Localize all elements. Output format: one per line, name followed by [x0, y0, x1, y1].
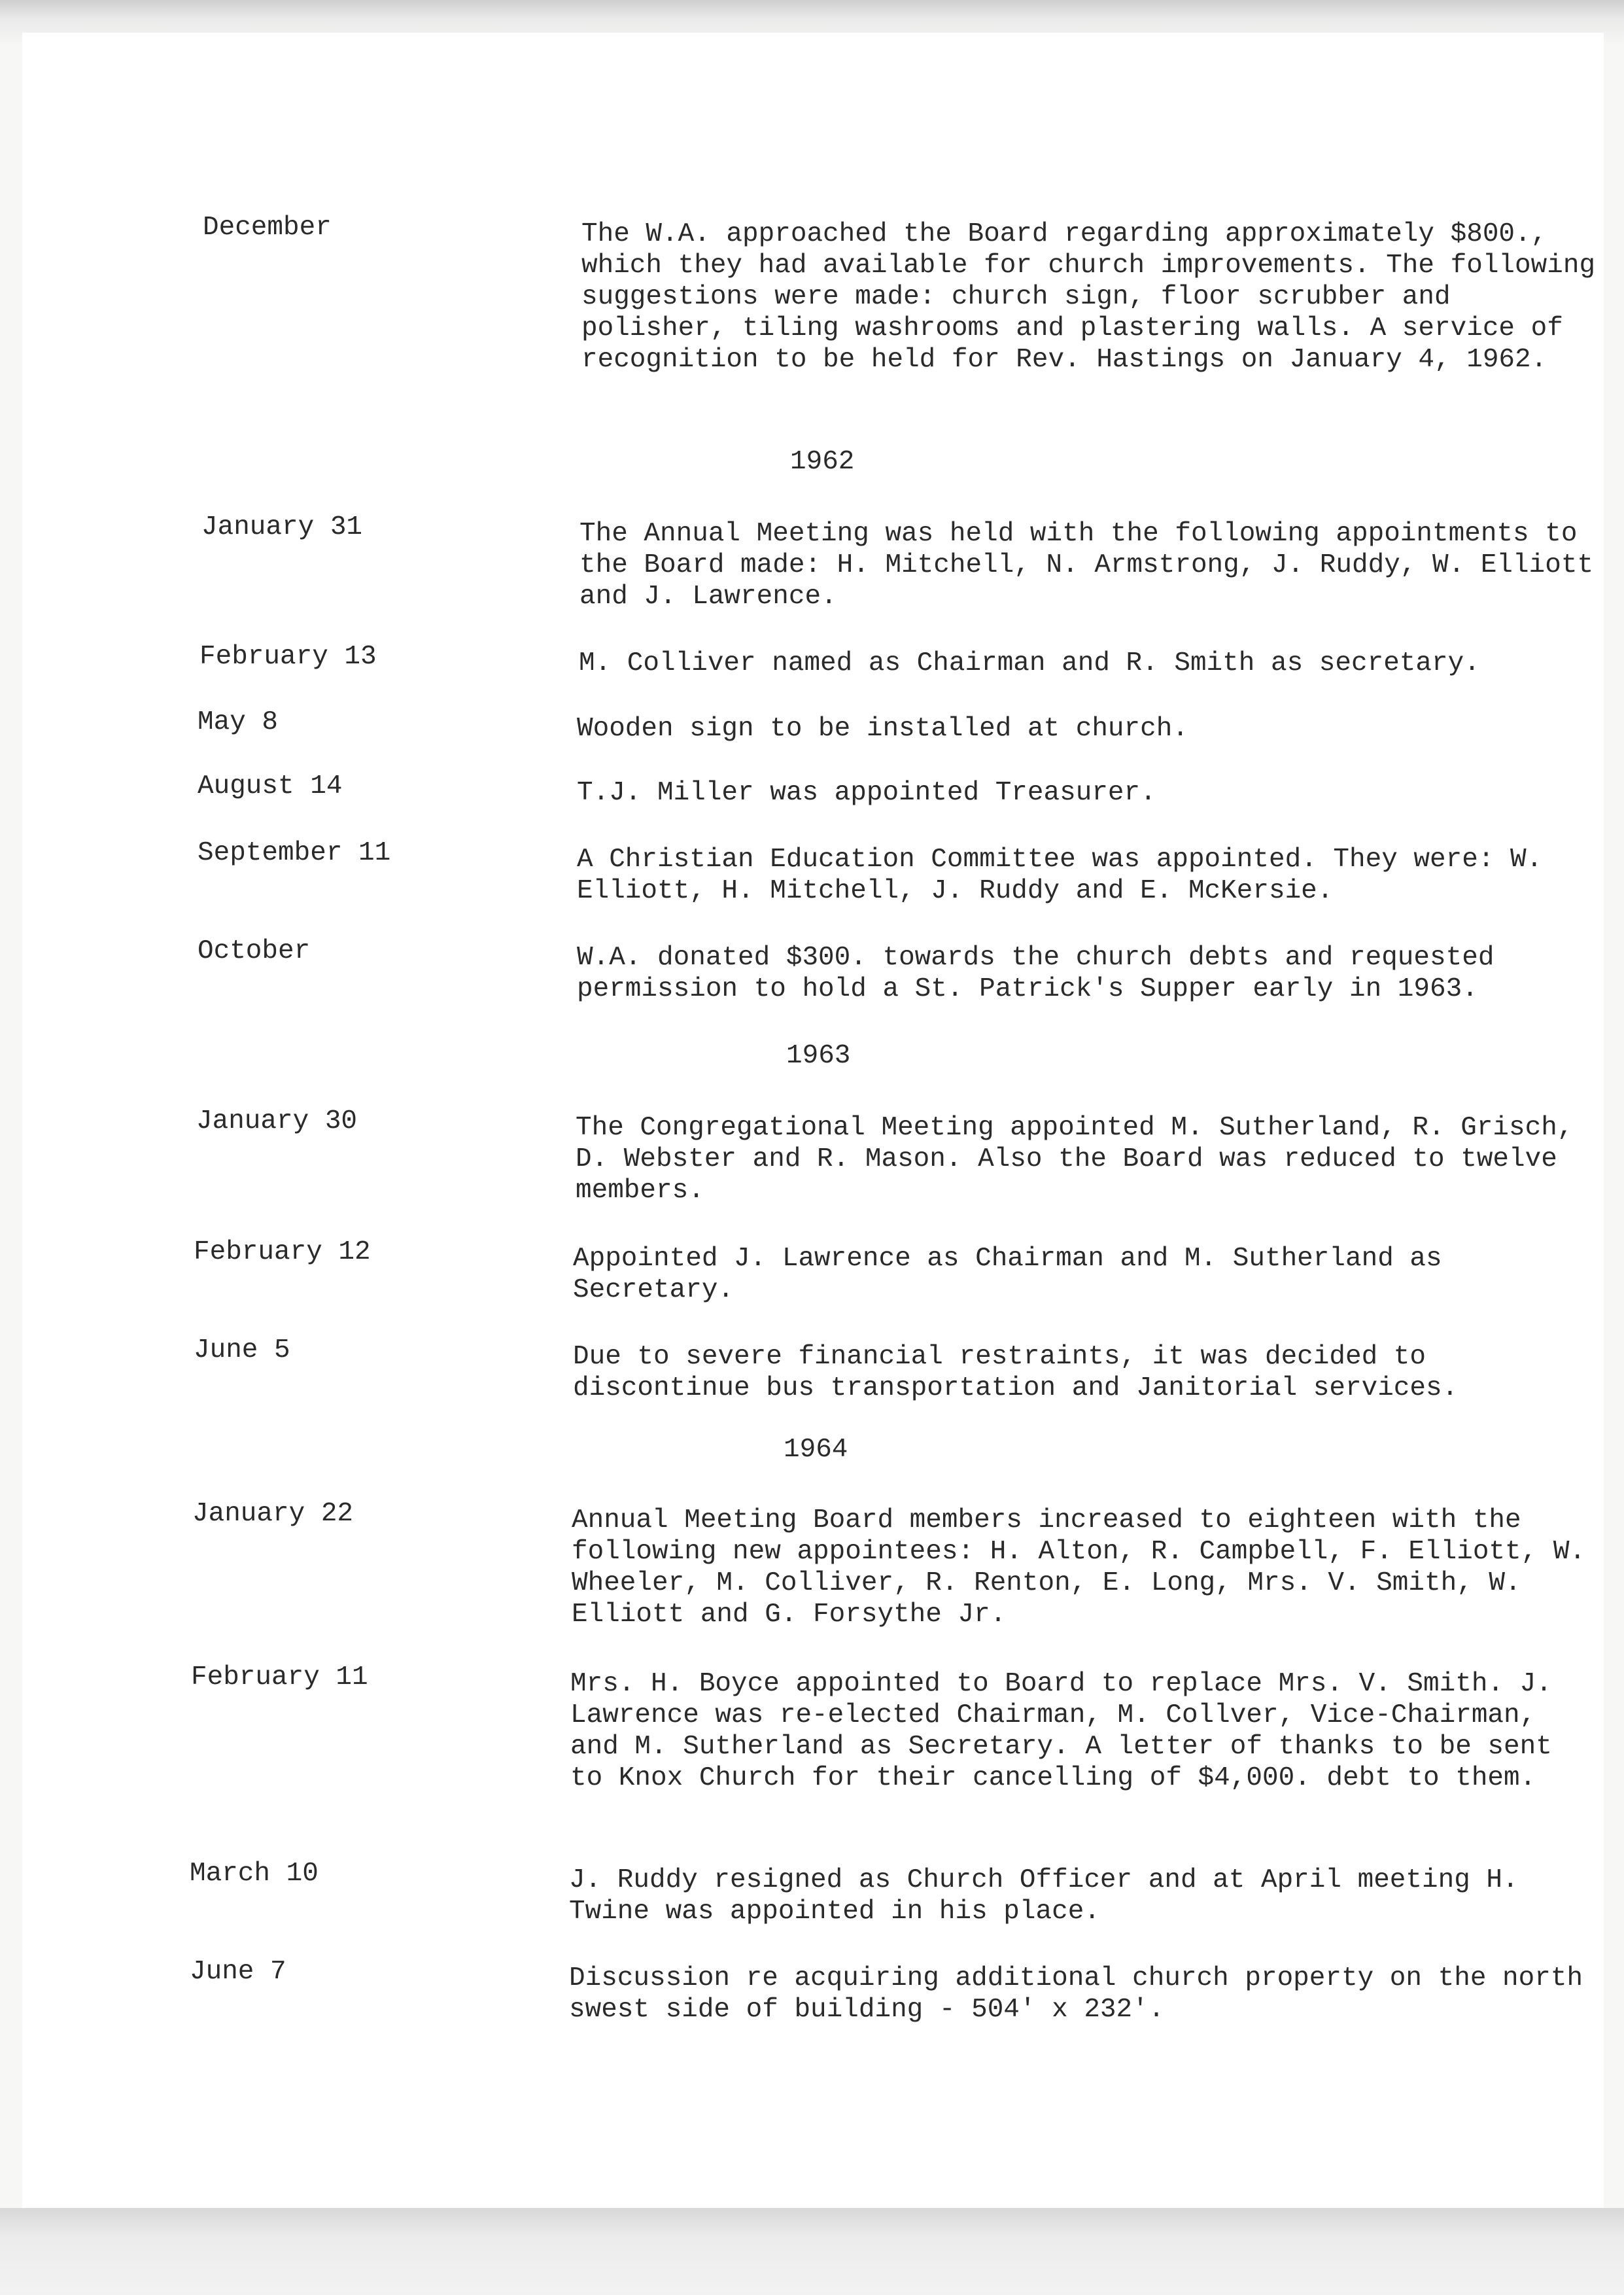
entry-date: January 31 [201, 512, 363, 542]
entry-date: February 12 [194, 1237, 371, 1267]
entry-date: February 11 [191, 1662, 368, 1692]
entry-text: Discussion re acquiring additional church property on the north swest side of building - 504' x 232'. [569, 1963, 1583, 2025]
entry-date: March 10 [190, 1859, 319, 1889]
entry-date: June 7 [190, 1957, 286, 1987]
entry-text: Appointed J. Lawrence as Chairman and M. Sutherland as Secretary. [573, 1244, 1442, 1305]
year-heading: 1963 [786, 1041, 851, 1071]
entry-text: The W.A. approached the Board regarding approximately $800., which they had available for church improvements. The following suggestions were made: church sign, floor scrubber and polisher, tiling washrooms and plastering walls. A service of recognition to be held for Rev. Hastings on January 4, 1962. [581, 219, 1596, 375]
entry-date: January 30 [196, 1106, 358, 1136]
entry-date: December [203, 213, 332, 243]
entry-text: W.A. donated $300. towards the church debts and requested permission to hold a St. Patrick's Supper early in 1963. [577, 943, 1494, 1004]
entry-text: The Annual Meeting was held with the following appointments to the Board made: H. Mitchell, N. Armstrong, J. Ruddy, W. Elliott and J. Lawrence. [579, 519, 1594, 612]
document-page [22, 33, 1604, 2208]
entry-text: Due to severe financial restraints, it was decided to discontinue bus transportation and Janitorial services. [573, 1342, 1459, 1403]
year-heading: 1962 [790, 447, 855, 477]
entry-text: Mrs. H. Boyce appointed to Board to replace Mrs. V. Smith. J. Lawrence was re-elected Chairman, M. Collver, Vice-Chairman, and M. Sutherland as Secretary. A letter of thanks to be sent to Knox Church for their cancelling of $4,000. debt to them. [570, 1669, 1552, 1793]
entry-text: M. Colliver named as Chairman and R. Smith as secretary. [579, 648, 1480, 678]
entry-date: August 14 [198, 771, 343, 801]
entry-text: J. Ruddy resigned as Church Officer and at April meeting H. Twine was appointed in his place. [569, 1865, 1519, 1927]
entry-text: Annual Meeting Board members increased to eighteen with the following new appointees: H. Alton, R. Campbell, F. Elliott, W. Wheeler, M. Colliver, R. Renton, E. Long, Mrs. V. Smith, W. Elliott and G. Forsythe Jr. [572, 1505, 1586, 1630]
entry-date: October [198, 936, 311, 966]
entry-date: May 8 [198, 707, 279, 737]
entry-date: June 5 [194, 1335, 290, 1365]
entry-date: September 11 [198, 838, 391, 868]
scan-bottom-band [0, 2208, 1624, 2295]
entry-text: The Congregational Meeting appointed M. Sutherland, R. Grisch, D. Webster and R. Mason. Also the Board was reduced to twelve members. [576, 1113, 1574, 1206]
entry-date: February 13 [199, 642, 377, 672]
entry-text: T.J. Miller was appointed Treasurer. [577, 778, 1156, 808]
entry-text: A Christian Education Committee was appointed. They were: W. Elliott, H. Mitchell, J. Ruddy and E. McKersie. [577, 845, 1543, 906]
entry-date: January 22 [192, 1499, 354, 1529]
year-heading: 1964 [784, 1435, 848, 1465]
entry-text: Wooden sign to be installed at church. [577, 714, 1188, 744]
